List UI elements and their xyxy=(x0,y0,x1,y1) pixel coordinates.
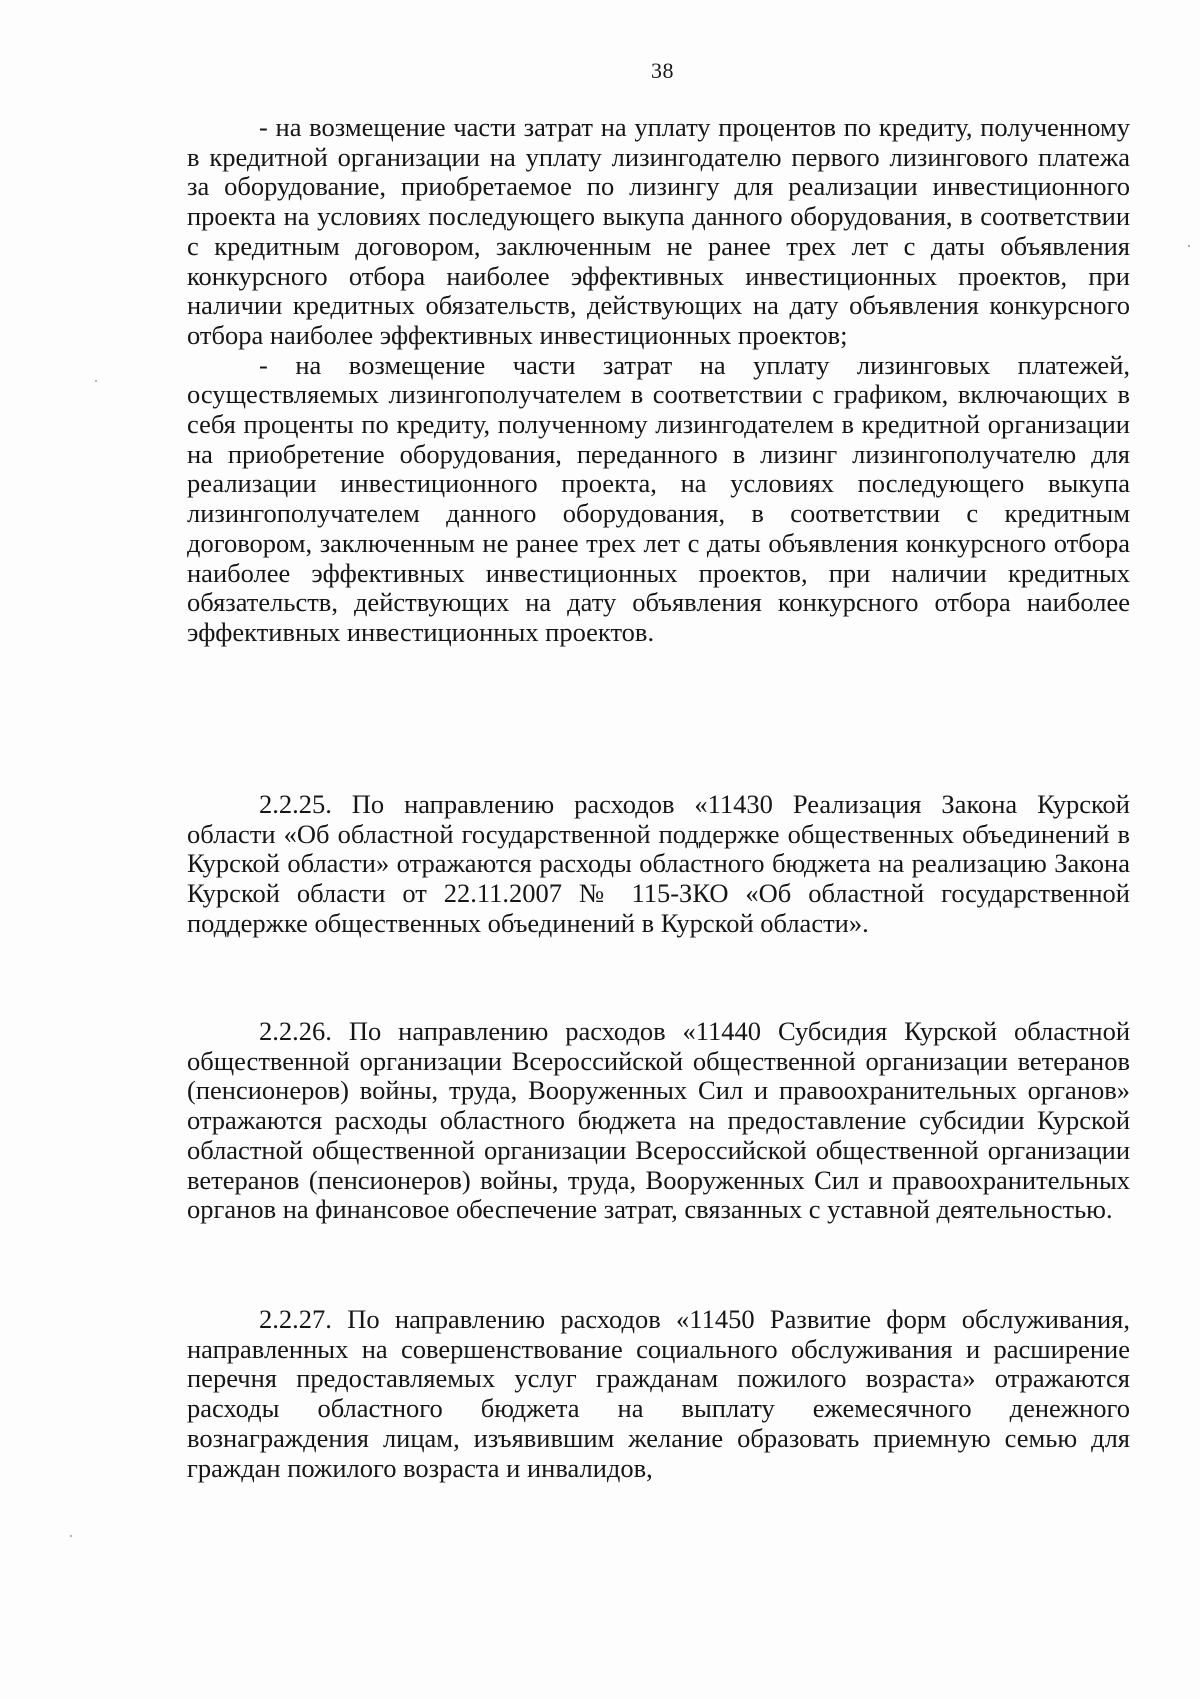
paragraph-leasing-payments: - на возмещение части затрат на уплату лизинговых платежей, осуществляемых лизингополучателем в соответствии с графиком, включающих в себя проценты по кредиту, полученному лизингодателем в кредитной организации на приобретение оборудования, переданного в лизинг лизингополучателю для реализации инвестиционного проекта, на условиях последующего выкупа лизингополучателем данного оборудования, в соответствии с кредитным договором, заключенным не ранее трех лет с даты объявления конкурсного отбора наиболее эффективных инвестиционных проектов, при наличии кредитных обязательств, действующих на дату объявления конкурсного отбора наиболее эффективных инвестиционных проектов. xyxy=(187,349,1130,647)
scan-speck xyxy=(70,1535,72,1537)
section-2-2-26 xyxy=(187,1017,1130,1225)
paragraph-2-2-25: 2.2.25. По направлению расходов «11430 Реализация Закона Курской области «Об областной государственной поддержке общественных объединений в Курской области» отражаются расходы областного бюджета на реализацию Закона Курской области от 22.11.2007 № 115-ЗКО «Об областной государственной поддержке общественных объединений в Курской области». xyxy=(187,789,1130,938)
paragraph-2-2-26: 2.2.26. По направлению расходов «11440 Субсидия Курской областной общественной организации Всероссийской общественной организации ветеранов (пенсионеров) войны, труда, Вооруженных Сил и правоохранительных органов» отражаются расходы областного бюджета на предоставление субсидии Курской областной общественной организации Всероссийской общественной организации ветеранов (пенсионеров) войны, труда, Вооруженных Сил и правоохранительных органов на финансовое обеспечение затрат, связанных с уставной деятельностью. xyxy=(187,1016,1130,1225)
list-items-block xyxy=(187,113,1130,648)
section-2-2-25 xyxy=(187,790,1130,939)
section-2-2-27 xyxy=(187,1305,1130,1483)
paragraph-leasing-interest: - на возмещение части затрат на уплату процентов по кредиту, полученному в кредитной организации на уплату лизингодателю первого лизингового платежа за оборудование, приобретаемое по лизингу для реализации инвестиционного проекта на условиях последующего выкупа данного оборудования, в соответствии с кредитным договором, заключенным не ранее трех лет с даты объявления конкурсного отбора наиболее эффективных инвестиционных проектов, при наличии кредитных обязательств, действующих на дату объявления конкурсного отбора наиболее эффективных инвестиционных проектов; xyxy=(187,112,1130,350)
scan-speck xyxy=(95,380,97,382)
paragraph-2-2-27: 2.2.27. По направлению расходов «11450 Развитие форм обслуживания, направленных на совершенствование социального обслуживания и расширение перечня предоставляемых услуг гражданам пожилого возраста» отражаются расходы областного бюджета на выплату ежемесячного денежного вознаграждения лицам, изъявившим желание образовать приемную семью для граждан пожилого возраста и инвалидов, xyxy=(187,1304,1130,1483)
scan-speck xyxy=(1188,245,1190,247)
page-number: 38 xyxy=(651,58,674,83)
